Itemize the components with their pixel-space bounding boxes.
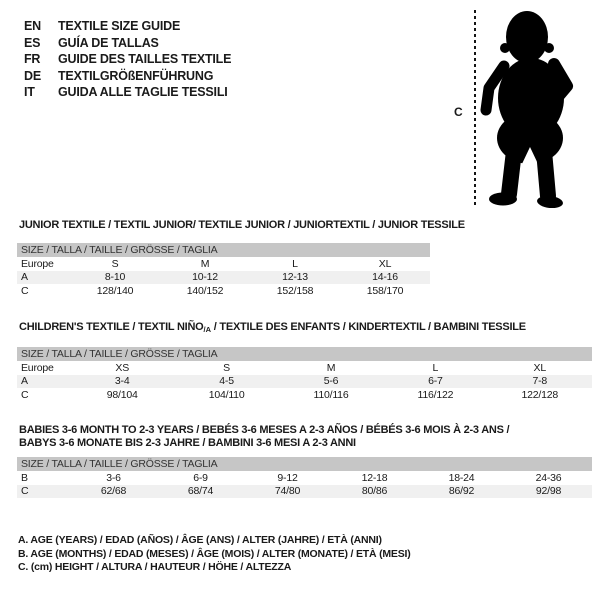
size-value-cell: XS	[115, 361, 129, 374]
size-header-bar: SIZE / TALLA / TAILLE / GRÖSSE / TAGLIA	[17, 243, 430, 257]
row-label-cell: C	[21, 284, 29, 297]
size-value-cell: 14-16	[372, 271, 398, 284]
babies-size-table	[17, 471, 592, 498]
language-code: IT	[24, 85, 35, 99]
row-label-cell: A	[21, 375, 28, 388]
table-row	[17, 271, 430, 285]
size-value-cell: 74/80	[274, 485, 301, 498]
language-code: DE	[24, 68, 41, 83]
table-row	[17, 471, 592, 485]
size-value-cell: XL	[533, 361, 546, 374]
height-dashed-line	[474, 10, 476, 207]
size-value-cell: 10-12	[192, 271, 218, 284]
size-value-cell: 98/104	[106, 388, 138, 401]
size-header-bar: SIZE / TALLA / TAILLE / GRÖSSE / TAGLIA	[17, 457, 592, 471]
table-row	[17, 388, 592, 402]
language-row	[24, 35, 231, 52]
size-value-cell: 4-5	[219, 375, 234, 388]
footnote-a: A. AGE (YEARS) / EDAD (AÑOS) / ÂGE (ANS) / ALTER (JAHRE) / ETÀ (ANNI)	[18, 534, 382, 546]
size-header-bar: SIZE / TALLA / TAILLE / GRÖSSE / TAGLIA	[17, 347, 592, 361]
size-value-cell: 8-10	[104, 271, 126, 284]
size-value-cell: 3-6	[106, 471, 121, 484]
size-value-cell: 68/74	[187, 485, 214, 498]
size-value-cell: 5-6	[323, 375, 339, 388]
size-value-cell: 116/122	[417, 388, 454, 401]
footnote-b: B. AGE (MONTHS) / EDAD (MESES) / ÂGE (MOIS) / ALTER (MONATE) / ETÀ (MESI)	[18, 547, 411, 560]
language-row	[24, 51, 231, 68]
row-label-cell: C	[21, 485, 29, 498]
size-value-cell: L	[292, 257, 298, 270]
language-row	[24, 68, 231, 85]
size-value-cell: S	[111, 257, 119, 270]
language-title: TEXTILE SIZE GUIDE	[58, 19, 181, 33]
size-value-cell: 158/170	[366, 284, 404, 297]
children-title-text: / TEXTILE DES ENFANTS / KINDERTEXTIL / BAMBINI TESSILE	[210, 321, 526, 333]
junior-size-table	[17, 257, 430, 298]
size-value-cell: 6-7	[428, 375, 443, 388]
language-title: GUÍA DE TALLAS	[58, 35, 159, 50]
language-code: ES	[24, 35, 41, 50]
size-value-cell: L	[432, 361, 439, 374]
language-code: FR	[24, 52, 41, 66]
size-value-cell: 12-18	[361, 471, 388, 484]
size-value-cell: 86/92	[448, 485, 475, 498]
junior-section-title: JUNIOR TEXTILE / TEXTIL JUNIOR/ TEXTILE JUNIOR / JUNIORTEXTIL / JUNIOR TESSILE	[19, 219, 465, 231]
babies-title-line1: BABIES 3-6 MONTH TO 2-3 YEARS / BEBÉS 3-6 MESES A 2-3 AÑOS / BÉBÉS 3-6 MOIS À 2-3 ANS /	[19, 424, 510, 436]
children-section-title	[19, 321, 592, 336]
table-row	[17, 361, 592, 375]
size-value-cell: 6-9	[193, 471, 208, 484]
children-size-table	[17, 361, 592, 402]
language-row	[24, 18, 231, 35]
size-value-cell: 110/116	[313, 388, 349, 401]
size-value-cell: 122/128	[521, 388, 559, 401]
junior-section	[17, 219, 465, 298]
size-value-cell: 104/110	[208, 388, 245, 401]
size-value-cell: 3-4	[114, 375, 130, 388]
row-label-cell: Europe	[21, 361, 54, 374]
size-value-cell: M	[200, 257, 210, 270]
footnotes	[18, 534, 411, 575]
size-value-cell: 92/98	[535, 485, 562, 498]
babies-section-title	[19, 424, 592, 450]
language-guide	[24, 18, 231, 101]
children-title-text: CHILDREN'S TEXTILE / TEXTIL NIÑO	[19, 321, 204, 333]
size-value-cell: 24-36	[535, 471, 562, 484]
size-value-cell: S	[223, 361, 230, 374]
height-measure-label: C	[454, 105, 463, 119]
babies-section	[17, 424, 592, 498]
children-title-subscript: /A	[203, 325, 211, 334]
row-label-cell: A	[21, 271, 28, 284]
language-code: EN	[24, 19, 41, 33]
row-label-cell: B	[21, 471, 28, 484]
size-value-cell: 18-24	[448, 471, 475, 484]
language-title: GUIDA ALLE TAGLIE TESSILI	[58, 85, 228, 99]
size-value-cell: 128/140	[96, 284, 134, 297]
row-label-cell: C	[21, 388, 29, 401]
toddler-silhouette-icon	[478, 8, 578, 208]
size-value-cell: 9-12	[277, 471, 298, 484]
size-value-cell: 62/68	[100, 485, 127, 498]
language-row	[24, 84, 231, 101]
language-title: TEXTILGRÖßENFÜHRUNG	[58, 68, 214, 83]
row-label-cell: Europe	[21, 257, 54, 270]
table-row	[17, 485, 592, 499]
table-row	[17, 284, 430, 298]
footnote-c: C. (cm) HEIGHT / ALTURA / HAUTEUR / HÖHE / ALTEZZA	[18, 561, 292, 574]
language-title: GUIDE DES TAILLES TEXTILE	[58, 52, 232, 66]
size-value-cell: 140/152	[186, 284, 224, 297]
table-row	[17, 375, 592, 389]
size-value-cell: 7-8	[532, 375, 548, 388]
size-value-cell: 152/158	[276, 284, 314, 297]
size-value-cell: 80/86	[361, 485, 388, 498]
size-value-cell: 12-13	[282, 271, 308, 284]
babies-title-line2: BABYS 3-6 MONATE BIS 2-3 JAHRE / BAMBINI 3-6 MESI A 2-3 ANNI	[19, 437, 356, 449]
size-value-cell: M	[326, 361, 336, 374]
children-section	[17, 321, 592, 402]
table-row	[17, 257, 430, 271]
size-value-cell: XL	[378, 257, 392, 270]
